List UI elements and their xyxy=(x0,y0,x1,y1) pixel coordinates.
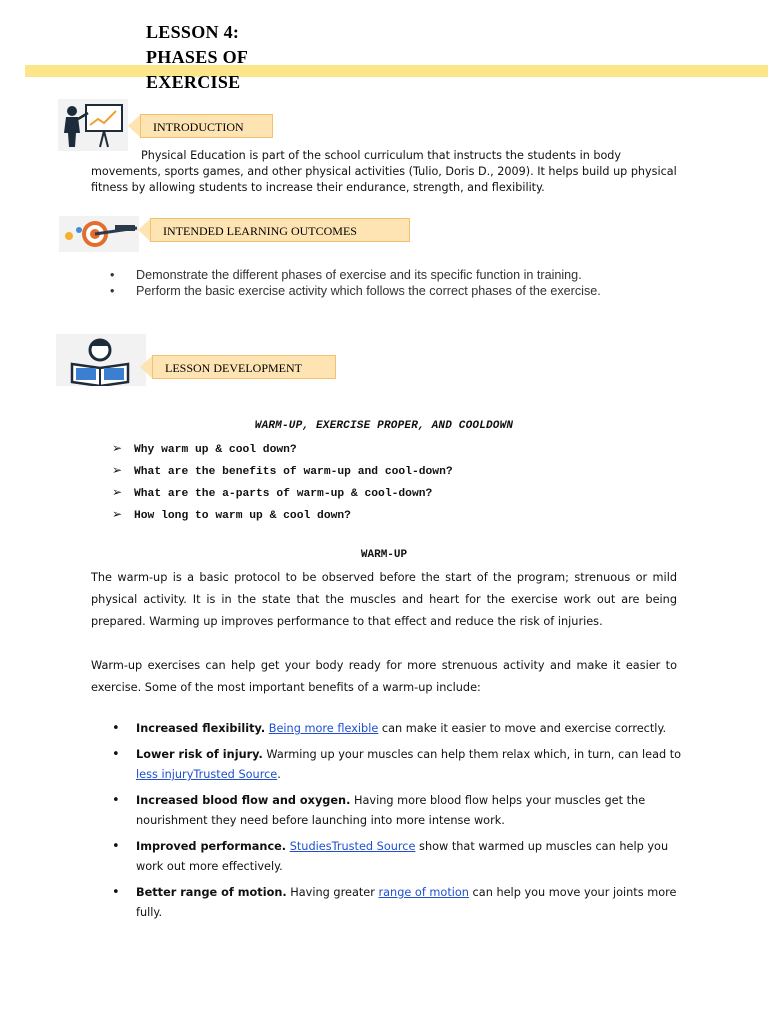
lesson-title-line: EXERCISE xyxy=(146,72,241,92)
benefit-link[interactable]: Being more flexible xyxy=(268,722,379,735)
warmup-paragraph-1: The warm-up is a basic protocol to be observed before the start of the program; strenuous or mild physical activity. It is in the state that the muscles and heart for the exercise work out are being prepared. Warming up improves performance to that effect and reduce the risk of injuries. xyxy=(91,571,677,628)
lesson-title-line: PHASES OF xyxy=(146,47,249,67)
benefit-text: can help you move your joints more fully. xyxy=(136,886,677,919)
presenter-chart-icon xyxy=(58,99,128,151)
development-heading: WARM-UP, EXERCISE PROPER, AND COOLDOWN xyxy=(254,420,514,432)
question-text: How long to warm up & cool down? xyxy=(134,510,351,522)
benefit-text: show that warmed up muscles can help you work out more effectively. xyxy=(136,840,669,873)
list-item xyxy=(112,791,682,831)
benefit-title: Increased blood flow and oxygen. xyxy=(136,794,351,807)
list-item: • Demonstrate the different phases of exercise and its specific function in training. xyxy=(110,268,690,283)
list-item xyxy=(112,506,453,528)
benefit-title: Improved performance. xyxy=(136,840,287,853)
introduction-text: Physical Education is part of the school curriculum that instructs the students in body movements, sports games, and other physical activities (Tulio, Doris D., 2009). It helps build up physical fitness by allowing students to increase their endurance, strength, and flexibility. xyxy=(91,149,677,194)
benefit-text: Having greater xyxy=(286,886,379,899)
warmup-heading: WARM-UP xyxy=(360,549,408,561)
introduction-paragraph xyxy=(91,148,681,196)
questions-list xyxy=(112,440,453,528)
section-tag-introduction: INTRODUCTION xyxy=(140,114,273,138)
list-item xyxy=(112,745,682,785)
benefit-text: can make it easier to move and exercise correctly. xyxy=(378,722,667,735)
outcomes-list xyxy=(110,268,690,300)
list-item xyxy=(112,837,682,877)
list-item xyxy=(112,462,453,484)
arrowhead-bullet-icon: ➢ xyxy=(112,463,123,477)
question-text: What are the benefits of warm-up and cool-down? xyxy=(134,466,453,478)
question-text: What are the a-parts of warm-up & cool-down? xyxy=(134,488,433,500)
list-item: • Perform the basic exercise activity which follows the correct phases of the exercise. xyxy=(110,284,690,299)
benefit-link[interactable]: StudiesTrusted Source xyxy=(289,840,416,853)
list-item xyxy=(112,719,682,739)
list-item xyxy=(112,484,453,506)
reader-book-icon xyxy=(56,334,146,386)
benefit-title: Lower risk of injury. xyxy=(136,748,263,761)
benefit-title: Increased flexibility. xyxy=(136,722,266,735)
arrowhead-bullet-icon: ➢ xyxy=(112,485,123,499)
arrowhead-bullet-icon: ➢ xyxy=(112,507,123,521)
list-item xyxy=(112,883,682,923)
benefit-text: Having more blood flow helps your muscles get the nourishment they need before launching into more intense work. xyxy=(136,794,646,827)
section-tag-outcomes: INTENDED LEARNING OUTCOMES xyxy=(150,218,410,242)
benefit-link[interactable]: less injuryTrusted Source xyxy=(136,768,278,781)
benefit-text: . xyxy=(277,768,281,781)
benefit-title: Better range of motion. xyxy=(136,886,287,899)
benefit-link[interactable]: range of motion xyxy=(378,886,469,899)
benefits-list xyxy=(112,719,682,929)
list-item xyxy=(112,440,453,462)
question-text: Why warm up & cool down? xyxy=(134,444,297,456)
section-tag-development: LESSON DEVELOPMENT xyxy=(152,355,336,379)
lesson-title-line: LESSON 4: xyxy=(146,22,240,42)
warmup-paragraph-2: Warm-up exercises can help get your body ready for more strenuous activity and make it easier to exercise. Some of the most important benefits of a warm-up include: xyxy=(91,659,677,694)
lesson-title xyxy=(146,20,248,95)
arrowhead-bullet-icon: ➢ xyxy=(112,441,123,455)
target-dart-icon xyxy=(59,216,139,252)
benefit-text: Warming up your muscles can help them relax which, in turn, can lead to xyxy=(262,748,682,761)
header-band xyxy=(25,65,768,77)
